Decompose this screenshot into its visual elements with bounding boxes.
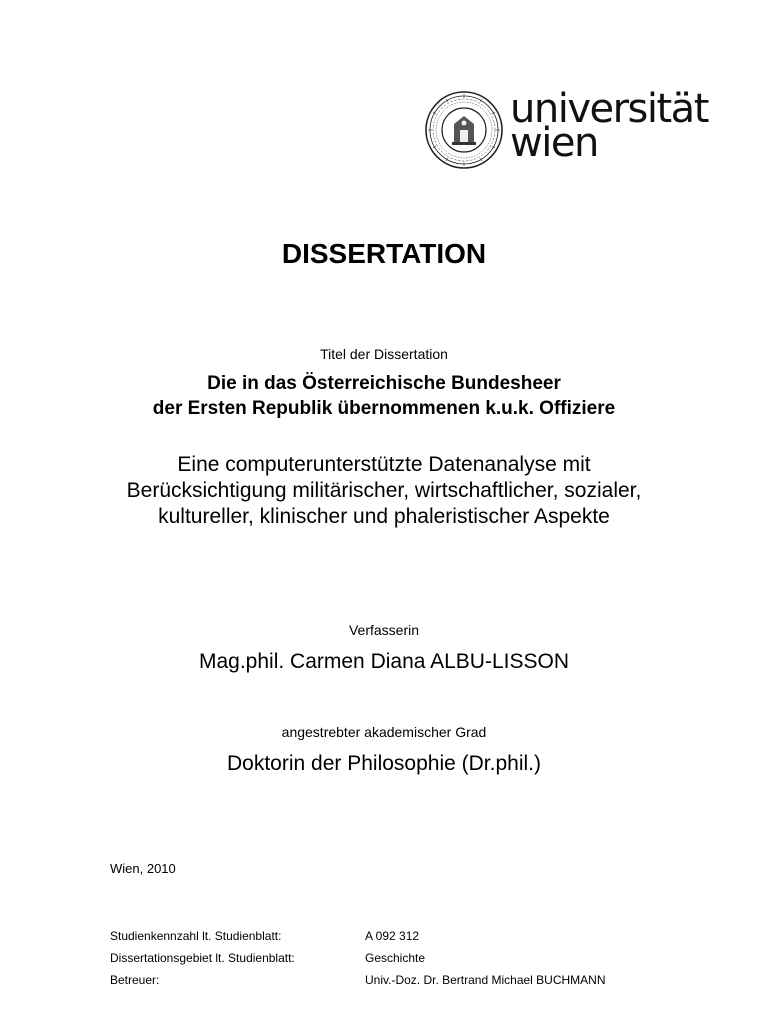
university-logo: [424, 86, 708, 172]
author-name: Mag.phil. Carmen Diana ALBU-LISSON: [199, 650, 569, 673]
university-wordmark: [510, 86, 708, 166]
info-label: Betreuer:: [110, 973, 160, 987]
subtitle-line-2: Berücksichtigung militärischer, wirtschaftlicher, sozialer,: [126, 479, 642, 502]
degree-name: Doktorin der Philosophie (Dr.phil.): [227, 752, 541, 775]
info-value: Geschichte: [365, 951, 426, 965]
title-label: Titel der Dissertation: [320, 346, 448, 362]
dissertation-subtitle: [0, 452, 768, 530]
university-seal-icon: [424, 90, 504, 170]
title-line-2: der Ersten Republik übernommenen k.u.k. Offiziere: [152, 398, 616, 419]
info-label: Studienkennzahl lt. Studienblatt:: [110, 929, 282, 943]
info-row-field: [110, 950, 426, 966]
info-value: A 092 312: [365, 929, 420, 943]
dissertation-title: [0, 371, 768, 421]
wordmark-line-1: universität: [510, 86, 708, 132]
info-row-supervisor: [110, 972, 606, 988]
subtitle-line-1: Eine computerunterstützte Datenanalyse mit: [177, 453, 591, 476]
place-date: Wien, 2010: [110, 861, 176, 876]
title-line-1: Die in das Österreichische Bundesheer: [207, 373, 561, 394]
author-label: Verfasserin: [348, 622, 420, 638]
wordmark-line-2: wien: [510, 120, 598, 166]
info-value: Univ.-Doz. Dr. Bertrand Michael BUCHMANN: [365, 973, 606, 987]
info-label: Dissertationsgebiet lt. Studienblatt:: [110, 951, 295, 965]
document-type-heading: DISSERTATION: [281, 238, 487, 269]
degree-label: angestrebter akademischer Grad: [281, 724, 487, 740]
subtitle-line-3: kultureller, klinischer und phaleristischer Aspekte: [158, 505, 610, 528]
info-row-study-code: [110, 928, 420, 944]
